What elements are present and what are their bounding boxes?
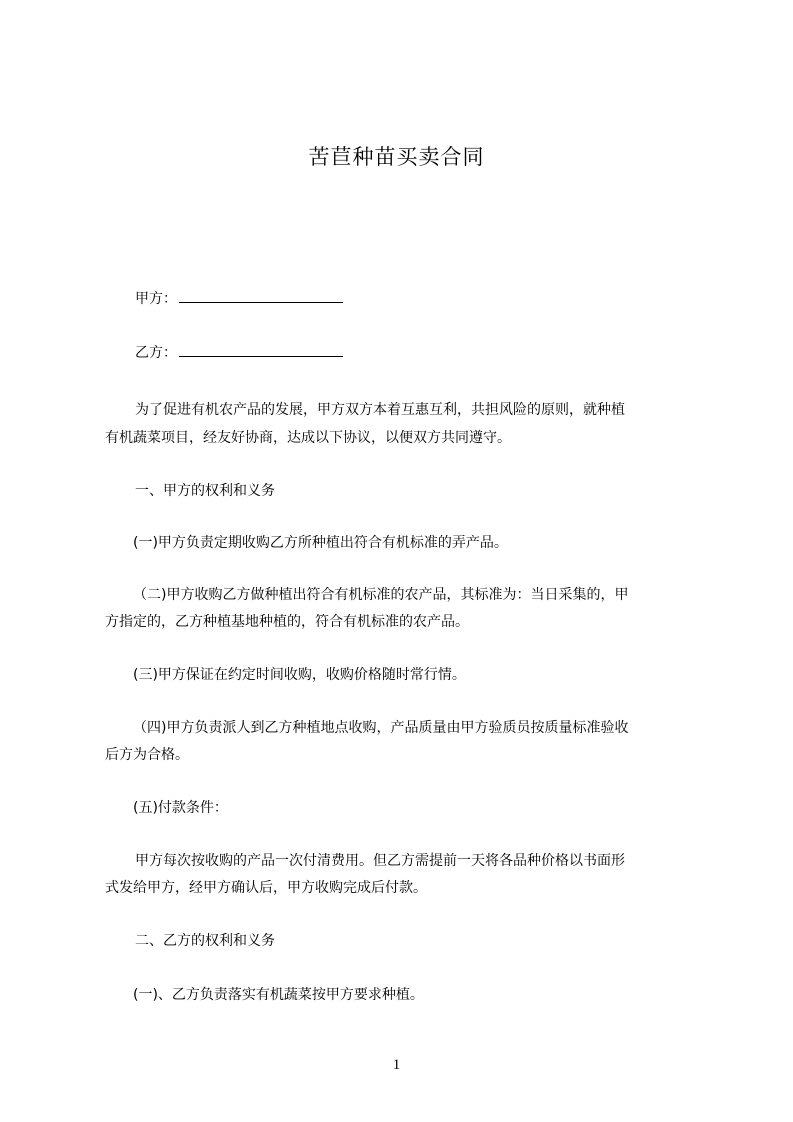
payment-line-2: 式发给甲方，经甲方确认后，甲方收购完成后付款。 [105,880,427,896]
intro-line-2: 有机蔬菜项目，经友好协商，达成以下协议，以便双方共同遵守。 [105,430,511,446]
clause-1-4-line-2: 后方为合格。 [105,747,189,763]
clause-1-2-line-1: （二)甲方收购乙方做种植出符合有机标准的农产品，其标准为：当日采集的，甲 [133,587,629,603]
party-b-label: 乙方： [135,345,177,361]
party-a-label: 甲方： [135,291,177,307]
section-1-heading: 一、甲方的权利和义务 [135,483,275,499]
payment-line-1: 甲方每次按收购的产品一次付清费用。但乙方需提前一天将各品种价格以书面形 [135,853,625,869]
page-number: 1 [392,1057,401,1073]
clause-1-5: (五)付款条件： [133,800,228,816]
party-b-line [135,338,735,368]
intro-line-1: 为了促进有机农产品的发展，甲方双方本着互惠互利，共担风险的原则，就种植 [135,402,625,418]
party-a-line [135,284,735,314]
clause-2-1: (一)、乙方负责落实有机蔬菜按甲方要求种植。 [133,987,424,1003]
clause-1-3: (三)甲方保证在约定时间收购，收购价格随时常行情。 [133,667,466,683]
party-a-blank [179,288,343,303]
clause-1-1: (一)甲方负责定期收购乙方所种植出符合有机标准的弄产品。 [133,535,508,551]
section-2-heading: 二、乙方的权利和义务 [135,933,275,949]
page-title: 苦苣种苗买卖合同 [308,145,485,169]
clause-1-2-line-2: 方指定的，乙方种植基地种植的，符合有机标准的农产品。 [105,614,469,630]
party-b-blank [179,342,343,357]
clause-1-4-line-1: （四)甲方负责派人到乙方种植地点收购，产品质量由甲方验质员按质量标准验收 [133,720,629,736]
